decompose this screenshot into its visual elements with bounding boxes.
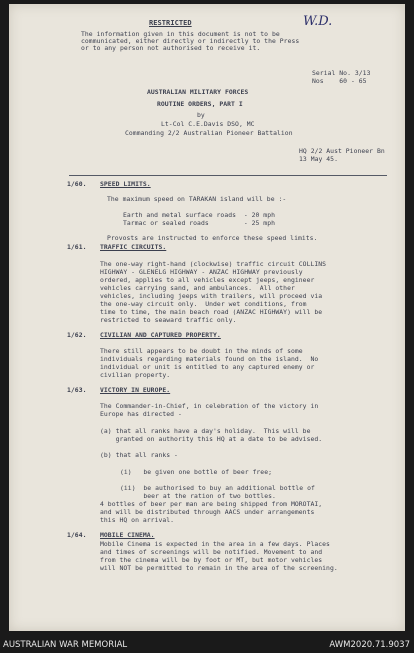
section-number: 1/60.: [67, 180, 87, 188]
document-page: [9, 4, 405, 631]
notice-line-1: The information given in this document is not to be: [81, 30, 280, 38]
section-text: and will be distributed through AACS under arrangements: [100, 508, 315, 516]
section-text: time to time, the main beach road (ANZAC HIGHWAY) will be: [100, 308, 323, 316]
orders-title: ROUTINE ORDERS, PART I: [157, 100, 243, 108]
command-line: Commanding 2/2 Australian Pioneer Battalion: [125, 129, 293, 137]
section-text: The one-way right-hand (clockwise) traffic circuit COLLINS: [100, 260, 327, 268]
section-text: Earth and metal surface roads - 20 mph: [123, 211, 276, 219]
section-text: 4 bottles of beer per man are being shipped from MOROTAI,: [100, 500, 323, 508]
footer-source: AUSTRALIAN WAR MEMORIAL: [3, 640, 128, 650]
notice-line-2: communicated, either directly or indirectly to the Press: [81, 37, 300, 45]
divider: [69, 175, 387, 176]
section-heading: VICTORY IN EUROPE.: [100, 386, 171, 394]
section-text: restricted to seaward traffic only.: [100, 316, 237, 324]
hq-line: HQ 2/2 Aust Pioneer Bn: [299, 147, 385, 155]
archive-footer: [0, 636, 414, 653]
section-text: will NOT be permitted to remain in the area of the screening.: [100, 564, 338, 572]
section-heading: CIVILIAN AND CAPTURED PROPERTY.: [100, 331, 221, 339]
section-text: Tarmac or sealed roads - 25 mph: [123, 219, 276, 227]
section-text: Europe has directed -: [100, 410, 182, 418]
notice-line-3: or to any person not authorised to receive it.: [81, 44, 261, 52]
section-text: Mobile Cinema is expected in the area in a few days. Places: [100, 540, 330, 548]
serial-number: Serial No. 3/13: [312, 69, 371, 77]
section-text: individuals regarding materials found on the island. No: [100, 355, 319, 363]
handwritten-annotation: W.D.: [303, 14, 333, 29]
section-text: HIGHWAY - GLENELG HIGHWAY - ANZAC HIGHWAY previously: [100, 268, 303, 276]
section-text: granted on authority this HQ at a date to be advised.: [100, 435, 323, 443]
section-number: 1/62.: [67, 331, 87, 339]
section-text: The Commander-in-Chief, in celebration of the victory in: [100, 402, 319, 410]
section-text: The maximum speed on TARAKAN island will be :-: [107, 195, 287, 203]
section-heading: SPEED LIMITS.: [100, 180, 151, 188]
section-text: this HQ on arrival.: [100, 516, 175, 524]
section-text: (b) that all ranks -: [100, 451, 178, 459]
section-heading: TRAFFIC CIRCUITS.: [100, 243, 167, 251]
by-label: by: [197, 111, 205, 119]
section-text: (ii) be authorised to buy an additional bottle of: [120, 484, 315, 492]
officer-name: Lt-Col C.E.Davis DSO, MC: [161, 120, 255, 128]
date-line: 13 May 45.: [299, 155, 338, 163]
section-text: from the cinema will be by foot or MT, but motor vehicles: [100, 556, 323, 564]
section-number: 1/61.: [67, 243, 87, 251]
section-text: There still appears to be doubt in the minds of some: [100, 347, 303, 355]
section-text: and times of screenings will be notified. Movement to and: [100, 548, 323, 556]
restricted-label: RESTRICTED: [149, 19, 192, 27]
footer-accession-id: AWM2020.71.9037: [329, 640, 410, 650]
section-text: the one-way circuit only. Under wet conditions, from: [100, 300, 307, 308]
section-number: 1/63.: [67, 386, 87, 394]
section-heading: MOBILE CINEMA.: [100, 531, 155, 539]
section-number: 1/64.: [67, 531, 87, 539]
section-text: beer at the ration of two bottles.: [120, 492, 276, 500]
section-text: (i) be given one bottle of beer free;: [120, 468, 273, 476]
section-text: ordered, applies to all vehicles except jeeps, engineer: [100, 276, 315, 284]
section-text: Provosts are instructed to enforce these speed limits.: [107, 234, 318, 242]
forces-title: AUSTRALIAN MILITARY FORCES: [147, 88, 249, 96]
section-text: vehicles, including jeeps with trailers, will proceed via: [100, 292, 323, 300]
section-text: (a) that all ranks have a day's holiday. This will be: [100, 427, 311, 435]
section-text: civilian property.: [100, 371, 171, 379]
section-text: vehicles carrying sand, and ambulances. All other: [100, 284, 295, 292]
section-text: individual or unit is entitled to any captured enemy or: [100, 363, 315, 371]
order-numbers: Nos 60 - 65: [312, 77, 367, 85]
